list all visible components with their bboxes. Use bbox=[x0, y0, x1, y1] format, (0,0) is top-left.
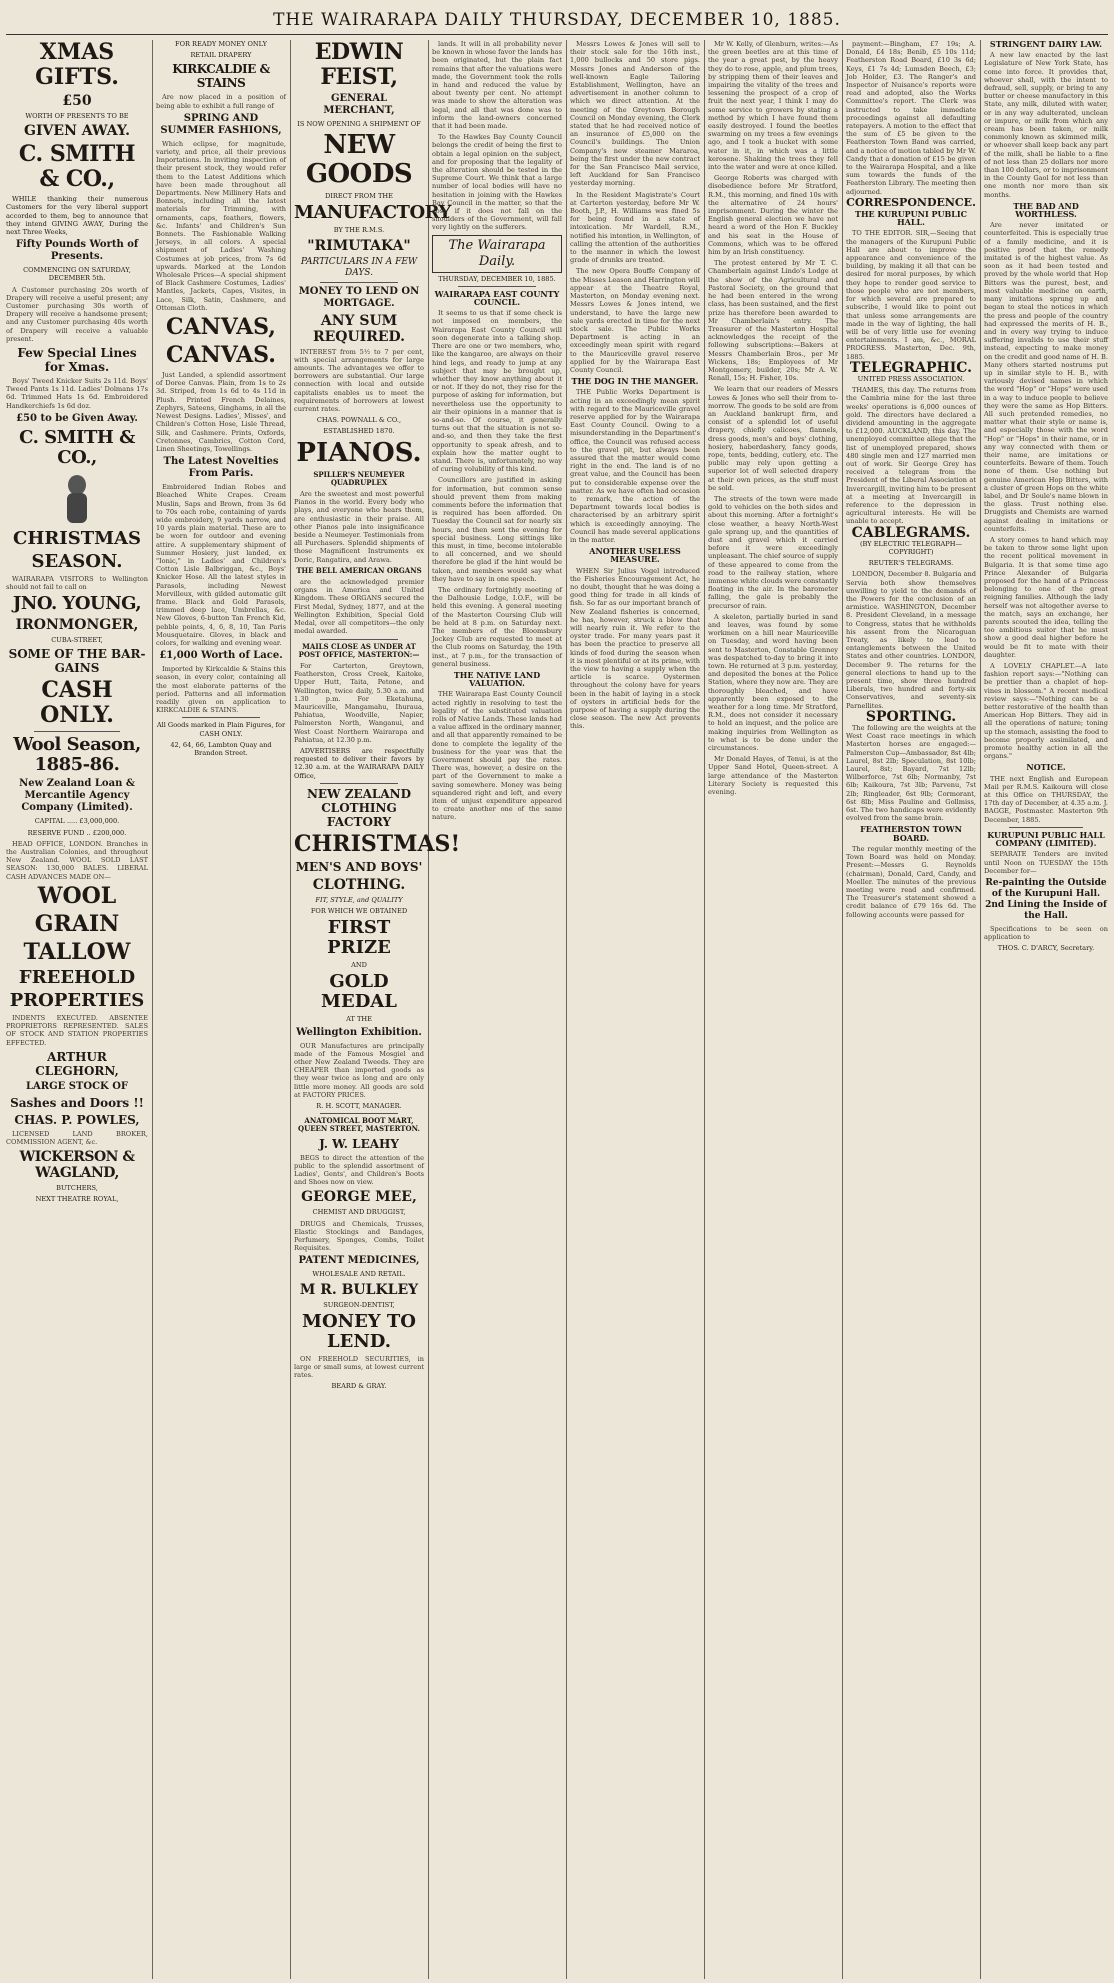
wellington-exhibition: Wellington Exhibition. bbox=[296, 1026, 422, 1038]
few-special-lines: Few Special Lines for Xmas. bbox=[17, 346, 137, 375]
firm-name-2: C. SMITH & CO., bbox=[19, 426, 135, 468]
spring-fashions: SPRING AND SUMMER FASHIONS, bbox=[160, 112, 282, 136]
leahy: J. W. LEAHY bbox=[319, 1136, 399, 1151]
wool: WOOL bbox=[37, 882, 117, 909]
nz-clothing-factory: NEW ZEALAND CLOTHING FACTORY bbox=[306, 786, 412, 829]
given-away: GIVEN AWAY. bbox=[24, 123, 130, 140]
reuters: REUTER'S TELEGRAMS. bbox=[868, 559, 954, 568]
christmas-clothing: CHRISTMAS! bbox=[294, 830, 461, 857]
ironmonger: IRONMONGER, bbox=[15, 617, 139, 634]
general-merchant: GENERAL MERCHANT, bbox=[323, 93, 395, 116]
edwin-feist: EDWIN FEIST, bbox=[314, 39, 404, 90]
ready-money: FOR READY MONEY ONLY bbox=[175, 40, 267, 48]
fit-style: FIT, STYLE, and QUALITY bbox=[315, 895, 403, 904]
column-rule bbox=[842, 40, 843, 1979]
money-to-lend-2: MONEY TO LEND. bbox=[302, 1310, 416, 1352]
latest-novelties: The Latest Novelties From Paris. bbox=[163, 456, 279, 480]
commencing: COMMENCING ON SATURDAY, DECEMBER 5th. bbox=[23, 266, 131, 283]
sashes-doors: Sashes and Doors !! bbox=[10, 1095, 144, 1110]
at-the: AT THE bbox=[346, 1015, 372, 1024]
retail-drapery: RETAIL DRAPERY bbox=[190, 51, 252, 60]
stringent-dairy-heading: STRINGENT DAIRY LAW. bbox=[989, 39, 1103, 49]
gold-medal: GOLD MEDAL bbox=[321, 971, 397, 1013]
mens-boys: MEN'S AND BOYS' bbox=[295, 859, 423, 874]
and: AND bbox=[351, 961, 367, 970]
next-theatre: NEXT THEATRE ROYAL, bbox=[35, 1195, 119, 1204]
native-land-heading: THE NATIVE LAND VALUATION. bbox=[453, 670, 541, 689]
manager: R. H. SCOTT, MANAGER. bbox=[316, 1101, 402, 1110]
anatomical: ANATOMICAL BOOT MART, QUEEN STREET, MASTERTON. bbox=[298, 1116, 420, 1134]
column-6: Mr W. Kelly, of Glenburn, writes:—As the green beetles are at this time of the year a great pest, by the heavy they do to rose, apple, and plum trees, by stripping them of their leaves and impairing the vitality of the trees and lessening the prospect of a crop of fruit the next year, I think I may do some service to growers by stating a method by which I have found them easily destroyed. I found the beetles swarming on my trees a few evenings ago, and I took a bucket with some water in it, in which was a little kerosene. Shaking the trees they fell into the water and were at once killed. George Roberts was charged with disobedience before Mr Stratford, R.M., this morning, and fined 10s with the alternative of 24 hours' imprisonment. During the winter the English general election we have not heard a word of the Hon F. Buckley and his seat in the House of Commons, which was to be offered him by an Irish constituency. The protest entered by Mr T. C. Chamberlain against Lindo's Lodge at the show of the Agricultural and Pastoral Society, on the ground that he had been entered in the wrong class, has been sustained, and the first prize has therefore been awarded to Mr Chamberlain's entry. The Treasurer of the Masterton Hospital acknowledges the receipt of the following subscriptions:—Bakers at Messrs Chamberlain Bros., per Mr Wickens, 18s; Employees of Mr Montgomery, builder, 20s; Mr A. W. Renall, 15s; H. Fisher, 10s. We learn that our readers of Messrs Lowes & Jones who sell their from to-morrow. The goods to be sold are from an Auckland bankrupt firm, and consist of a splendid lot of useful drapery, chiefly calicoes, flannels, dress goods, men's and boys' clothing, hosiery, haberdashery, fancy goods, rope, tents, bedding, cutlery, etc. The public may rely upon getting a superior lot of well selected drapery at their own prices, as the stuff must be sold. The streets of the town were made gold to vehicles on the both sides and about this morning. After a fortnight's close weather, a heavy North-West gale sprang up, and the quantities of dust and gravel which it carried before it were exceedingly unpleasant. The chief source of supply of these appeared to come from the road to the railway station, where immense white clouds were constantly floating in the air. In the barometer falling, the gale is probably the precursor of rain. A skeleton, partially buried in sand and leaves, was found by some workmen on a hill near Mauriceville on Tuesday, and word having been sent to Masterton, Constable Grenney was despatched to-day to bring it into town. He returned at 3 p.m. yesterday, and deposited the bones at the Police Station, where they now are. They are thoroughly bleached, and have apparently been exposed to the weather for a long time. Mr Stratford, R.M., does not consider it necessary to hold an inquest, and the police are making inquiries from Wellington as to what is to be done under the circumstances. Mr Donald Hayes, of Tenui, is at the Upper Sand Hotel, Queen-street. A large attendance of the Masterton Literary Society is requested this evening. bbox=[708, 40, 838, 797]
christmas-heading: CHRISTMAS bbox=[13, 527, 141, 549]
season-heading: SEASON. bbox=[31, 550, 123, 572]
notice-heading: NOTICE. bbox=[1026, 762, 1066, 773]
united-press: UNITED PRESS ASSOCIATION. bbox=[857, 374, 965, 383]
lace: £1,000 Worth of Lace. bbox=[159, 650, 283, 662]
money-to-lend: MONEY TO LEND ON MORTGAGE. bbox=[298, 285, 420, 309]
pownall: CHAS. POWNALL & CO., bbox=[316, 416, 402, 425]
arthur-cleghorn: ARTHUR CLEGHORN, bbox=[35, 1049, 119, 1078]
cablegrams-heading: CABLEGRAMS. bbox=[851, 524, 971, 541]
wickerson: WICKERSON & WAGLAND, bbox=[19, 1149, 135, 1182]
column-5: Messrs Lowes & Jones will sell to their stock sale for the 16th inst., 1,000 bullocks and 50 store pigs. Messrs Jones and Anderson of the well-known Eagle Tailoring Establishment, Wellington, have an advertisement in another column to which we direct attention. At the meeting of the Greytown Borough Council on Monday evening, the Clerk stated that he had received notice of an insurance of £5,000 on the Council's buildings. The Union Company's new steamer Mararoa, being the first under the new contract for the San Francisco Mail service, left Auckland for San Francisco yesterday morning. In the Resident Magistrate's Court at Carterton yesterday, before Mr W. Booth, J.P., H. Williams was fined 5s for being found in a state of intoxication. Mr Wardell, R.M., notified his intention, in Wellington, of calling the attention of the authorities to the manner in which the lowest grade of drunks are treated. The new Opera Bouffe Company of the Misses Leason and Harrington will appear at the Theatre Royal, Masterton, on Monday evening next. Messrs Lowes & Jones intend, we understand, to have the large new sale yards erected in time for the next stock sale. The Public Works Department is acting in an exceedingly mean spirit with regard to the Mauriceville gravel reserve applied for by the Wairarapa East County Council. THE DOG IN THE MANGER. THE Public Works Department is acting in an exceedingly mean spirit with regard to the Mauriceville gravel reserve applied for by the Wairarapa East County Council. Owing to a misunderstanding in the Department's office, the Council was refused access to the gravel pit, but always been assured that the matter would come right in the end. The land is of no great value, and the Council has been put to considerable expense over the matter. As we have often had occasion to remark, the action of the Department towards local bodies is characterised by an arbitrary spirit which is exceedingly annoying. The Council has made several applications in the matter. ANOTHER USELESS MEASURE. WHEN Sir Julius Vogel introduced the Fisheries Encouragement Act, he no doubt, thought that he was doing a good thing for trade in all kinds of fish. So far as our important branch of New Zealand fisheries is concerned, he has, however, struck a blow that will nearly ruin it. We refer to the oyster trade. For many years past it has been the practice to preserve all kinds of food during the season when it is most plentiful or at its prime, with the view to having a supply when the article is scarce. Oystermen throughout the colony have for years been in the habit of laying in a stock of oysters in artificial beds for the purpose of having a supply during the close season. The new Act prevents this. bbox=[570, 40, 700, 731]
worth-line: WORTH OF PRESENTS TO BE bbox=[25, 112, 129, 120]
canvas-1: CANVAS, bbox=[166, 314, 276, 341]
george-mee: GEORGE MEE, bbox=[301, 1189, 417, 1206]
first-prize: FIRST PRIZE bbox=[327, 917, 391, 959]
telegraphic-heading: TELEGRAPHIC. bbox=[849, 359, 973, 376]
sporting-heading: SPORTING. bbox=[865, 708, 957, 725]
beard-gray: BEARD & GRAY. bbox=[331, 1382, 387, 1391]
canvas-2: CANVAS. bbox=[166, 342, 276, 369]
ad-text: WHILE thanking their numerous Customers for the very liberal support accorded to them, beg to announce that they intend GIVING AWAY, During the next Three Weeks, bbox=[6, 195, 148, 237]
bargains: SOME OF THE BAR-GAINS bbox=[8, 647, 146, 676]
column-rule bbox=[428, 40, 429, 1979]
correspondence-heading: CORRESPONDENCE. bbox=[846, 195, 976, 209]
manufactory: MANUFACTORY bbox=[294, 202, 451, 224]
useless-measure-heading: ANOTHER USELESS MEASURE. bbox=[589, 546, 681, 565]
grain: GRAIN bbox=[34, 910, 120, 937]
rimutaka: "RIMUTAKA" bbox=[307, 237, 411, 254]
cash-only: CASH ONLY. bbox=[40, 677, 114, 729]
plain-figures: All Goods marked in Plain Figures, for CASH ONLY. bbox=[156, 721, 286, 738]
issue-date: THURSDAY, DECEMBER 10, 1885. bbox=[438, 274, 556, 283]
column-rule bbox=[980, 40, 981, 1979]
freehold: FREEHOLD bbox=[18, 966, 136, 988]
tallow: TALLOW bbox=[23, 938, 131, 965]
pianos: PIANOS. bbox=[296, 437, 422, 468]
any-sum: ANY SUM REQUIRED. bbox=[312, 312, 406, 345]
capital: CAPITAL ..... £3,000,000. bbox=[34, 817, 120, 826]
column-7: payment:—Bingham, £7 19s; A. Donald, £4 18s; Benib, £5 10s 11d; Featherston Road Board, £10 3s 6d; Keys, £1 7s 4d; Lumsden Beech, £3; Job Holder, £3. The Ranger's and Inspector of Nuisance's reports were read and adopted, also the Works Committee's report. The Clerk was instructed to take immediate proceedings against all defaulting ratepayers. A motion to the effect that the sum of £5 be given to the Featherston Town Band was carried, and a notice of motion tabled by Mr W. Candy that a donation of £15 be given to the Wairarapa Hospital, and a like sum towards the funds of the Featherston Library. The meeting then adjourned. CORRESPONDENCE. THE KURUPUNI PUBLIC HALL. TO THE EDITOR. SIR,—Seeing that the managers of the Kurupuni Public Hall are about to improve the appearance and convenience of the building, by making it all that can be desired for moral purposes, by which they hope to render good service to those people who are not members, for which several are prepared to subscribe, I would like to point out that unless some arrangements are made in the way of lighting, the hall will be of very little use for evening entertainments. I am, &c., MORAL PROGRESS. Masterton, Dec. 9th, 1885. TELEGRAPHIC. UNITED PRESS ASSOCIATION. THAMES, this day. The returns from the Cambria mine for the last three weeks' operations is 6,000 ounces of gold. The directors have declared a dividend amounting in the aggregate to £12,000. AUCKLAND, this day. The unemployed committee allege that the list of unemployed prepared, shows 480 single men and 127 married men out of work. Sir George Grey has received a telegram from the President of the Liberal Association at Invercargill, inviting him to be present at a meeting at Invercargill in reference to the depression in agricultural interests. He will be unable to accept. CABLEGRAMS. (BY ELECTRIC TELEGRAPH—COPYRIGHT) REUTER'S TELEGRAMS. LONDON, December 8. Bulgaria and Servia both show themselves unwilling to yield to the demands of the Powers for the conclusion of an armistice. WASHINGTON, December 8. President Cleveland, in a message to Congress, states that he withholds his assent from the Nicaraguan Treaty, as likely to lead to entanglements between the United States and other countries. LONDON, December 9. The returns for the general elections to hand up to the present time, show three hundred Liberals, two hundred and forty-six Conservatives, and seventy-six Parnellites. SPORTING. The following are the weights at the West Coast race meetings in which Masterton horses are engaged:—Palmerston Cup—Ambassador, 8st 4lb; Laurel, 8st 2lb; Speculation, 8st 10lb; Laurel, 8st; Bayard, 7st 12lb; Wilberforce, 7st 6lb; Normanby, 7st 6lb; Kaikoura, 7st 3lb; Parvenu, 7st 2lb; Ringleader, 6st 9lb; Cormorant, 6st 8lb; Miss Pauline and Gollmiss, 6st. The two handicaps were evidently evolved from the same brain. FEATHERSTON TOWN BOARD. The regular monthly meeting of the Town Board was held on Monday. Present:—Messrs G. Reynolds (chairman), Donald, Card, Candy, and Moeller. The minutes of the previous meeting were read and confirmed. The Treasurer's statement showed a credit balance of £79 16s 6d. The following accounts were passed for bbox=[846, 40, 976, 919]
chemist: CHEMIST AND DRUGGIST, bbox=[312, 1208, 406, 1217]
kurupuni-company-heading: KURUPUNI PUBLIC HALL COMPANY (LIMITED). bbox=[987, 829, 1105, 849]
shipment: IS NOW OPENING A SHIPMENT OF bbox=[297, 120, 421, 128]
jno-young: JNO. YOUNG, bbox=[12, 593, 142, 615]
xmas-gifts-heading: XMAS GIFTS. bbox=[35, 39, 119, 90]
column-2: FOR READY MONEY ONLY RETAIL DRAPERY KIRKCALDIE & STAINS Are now placed in a position of being able to exhibit a full range of SPRING AND SUMMER FASHIONS, Which eclipse, for magnitude, variety, and price, all their previous Importations. In inviting inspection of their present stock, they would refer them to the Latest Additions which have been made throughout all Departments. New Millinery Hats and Bonnets, including all the latest materials for Trimming, with ornaments, caps, feathers, flowers, &c. Infants' and Children's Sun Bonnets. The Fashionable Walking Jerseys, in all colors. A special shipment of Ladies' Washing Costumes at job prices, from 7s 6d upwards. Marked at the London Wholesale Prices—A special shipment of Black Cashmere Costumes, Ladies' Mantles, Jackets, Capes, Visites, in Lace, Silk, Satin, Cashmere, and Ottoman Cloth. CANVAS, CANVAS. Just Landed, a splendid assortment of Doree Canvas. Plain, from 1s to 2s 3d. Striped, from 1s 6d to 4s 11d in Plush. Printed French Delaines, Zephyrs, Sateens, Ginghams, in all the Newest Designs. Ladies', Misses', and Children's Cotton Hose, Lisle Thread, Silk, and Cashmere. Prints, Oxfords, Cretonnes, Cambrics, Cotton Cord, Linen Sheetings, Towellings. The Latest Novelties From Paris. Embroidered Indian Robes and Bleached White Crapes. Cream Muslin, Saps and Brown, from 3s 6d to 70s each robe, containing of yards wide embroidery, 9 yards narrow, and 10 yards plain material. These are to be worn for outdoor and evening attire. A supplementary shipment of Summer Hosiery, just landed, ex "Ionic," in Ladies' and Children's Cotton Lisle Balbriggan, &c., Boys' Knicker Hose. All the latest styles in Parasols, including Newest Mervilleux, with gilded automatic gilt frame. Black and Gold Parasols, trimmed deep lace, Umbrellas, &c. New Gloves, 6-button Tan French Kid, pebble points, 4, 6, 8, 10, Tan Paris Mousquetaire. Gloves, in black and colors, for walking and evening wear. £1,000 Worth of Lace. Imported by Kirkcaldie & Stains this season, in every color, containing all the most elaborate patterns of the period. Patterns and all information readily given on application to KIRKCALDIE & STAINS. All Goods marked in Plain Figures, for CASH ONLY. 42, 64, 66, Lambton Quay and Brandon Street. bbox=[156, 40, 286, 757]
column-rule bbox=[566, 40, 567, 1979]
masthead: THE WAIRARAPA DAILY THURSDAY, DECEMBER 10, 1885. bbox=[273, 10, 841, 30]
column-rule bbox=[704, 40, 705, 1979]
column-rule bbox=[290, 40, 291, 1979]
column-rule bbox=[152, 40, 153, 1979]
christmas-illustration bbox=[57, 471, 97, 527]
direct-from: DIRECT FROM THE bbox=[325, 192, 393, 201]
repainting: Re-painting the Outside of the Kurupuni Hall. 2nd Lining the Inside of the Hall. bbox=[985, 877, 1107, 921]
large-stock: LARGE STOCK OF bbox=[25, 1080, 129, 1092]
council-heading: WAIRARAPA EAST COUNTY COUNCIL. bbox=[434, 288, 560, 308]
particulars: PARTICULARS IN A FEW DAYS. bbox=[300, 256, 418, 278]
mails-close: MAILS CLOSE AS UNDER AT POST OFFICE, MASTERTON:— bbox=[298, 641, 420, 659]
fifty-pounds: Fifty Pounds Worth of Presents. bbox=[15, 239, 139, 263]
amount: £50 bbox=[62, 93, 92, 109]
spiller: SPILLER'S NEUMEYER QUADRUPLEX bbox=[313, 469, 405, 487]
surgeon-dentist: SURGEON-DENTIST, bbox=[323, 1300, 395, 1309]
established: ESTABLISHED 1870. bbox=[323, 427, 395, 436]
advertisers-note: ADVERTISERS are respectfully requested to deliver their favors by 12.30 a.m. at the WAIRARAPA DAILY Office, bbox=[294, 746, 424, 780]
cable-copyright: (BY ELECTRIC TELEGRAPH—COPYRIGHT) bbox=[859, 539, 963, 556]
given-away-line: £50 to be Given Away. bbox=[16, 412, 138, 424]
bulkley: M R. BULKLEY bbox=[299, 1281, 419, 1298]
secretary: THOS. C. D'ARCY, Secretary. bbox=[997, 944, 1095, 953]
bell-organs: THE BELL AMERICAN ORGANS bbox=[296, 565, 422, 575]
cuba-street: CUBA-STREET, bbox=[51, 636, 103, 645]
butchers: BUTCHERS, bbox=[56, 1184, 98, 1193]
dog-manger-heading: THE DOG IN THE MANGER. bbox=[571, 376, 699, 387]
clothing: CLOTHING. bbox=[312, 876, 406, 893]
nz-loan: New Zealand Loan & Mercantile Agency Company (Limited). bbox=[19, 778, 135, 814]
by-rms: BY THE R.M.S. bbox=[333, 226, 385, 235]
nameplate-title: The Wairarapa Daily. bbox=[448, 237, 546, 269]
column-4: lands. It will in all probability never be known in whose favor the lands has been originated, but the plain fact remains that after the valuations were made, the Government took the rolls in hand and reduced the value by about twenty per cent. No attempt was made to show the alteration was legal, and all that was done was to inform the land-owners concerned that it had been made. To the Hawkes Bay County Council belongs the credit of being the first to obtain a legal opinion on the subject, and for proposing that the legality of the alteration should be tested in the Supreme Court. We think that a large number of local bodies will have no hesitation in joining with the Hawkes Bay Council in the matter, so that the cost, if it does not fall on the shoulders of the Government, will fall very lightly on the sufferers. The Wairarapa Daily. THURSDAY, DECEMBER 10, 1885. WAIRARAPA EAST COUNTY COUNCIL. It seems to us that if some check is not imposed on members, the Wairarapa East County Council will soon degenerate into a talking shop. There are one or two members, who, like the kangaroo, are always on their hind legs, and ready to jump at any subject that may be brought up, whether they know anything about it or not. If they do not, they rise for the purpose of asking for information, but nevertheless use the opportunity to air their opinions in a manner that is so-and-so. Of course, it generally turns out that the situation is not so-and-so, and then they take the first opportunity to speak afresh, and to explain how the matter ought to stand. There is, unfortunately, no way of curing volubility of this kind. Councillors are justified in asking for information, but common sense should prevent them from making comments before the information that is required has been afforded. On Tuesday the Council sat for nearly six hours, and then sent the evening for special business. Long sittings like this must, in time, become intolerable to all concerned, and we should therefore be glad if the hint would be taken, and members would say what they have to say in one speech. The ordinary fortnightly meeting of the Dalhousie Lodge, I.O.F., will be held this evening. A general meeting of the Masterton Coursing Club will be held at 8 p.m. on Saturday next. The members of the Bloomsbury Jockey Club are requested to meet at the Club rooms on Saturday, the 19th inst., at 7 p.m., for the transaction of general business. THE NATIVE LAND VALUATION. THE Wairarapa East County Council acted rightly in resolving to test the legality of the substituted valuation rolls of Native Lands. These lands had a value affixed in the ordinary manner, and all that apparently remained to be done to complete the legality of the business for the year was that the Government should pay the rates. There was, however, a desire on the part of the Government to make a saving somewhere. Money was being squandered right and left, and every item of unjust expenditure appeared to create another one of the same nature. bbox=[432, 40, 562, 822]
patent-medicines: PATENT MEDICINES, bbox=[298, 1255, 420, 1267]
obtained: FOR WHICH WE OBTAINED bbox=[310, 906, 408, 915]
bad-worthless-heading: THE BAD AND WORTHLESS. bbox=[1013, 200, 1079, 220]
kirkcaldie: KIRKCALDIE & STAINS bbox=[172, 62, 270, 91]
wholesale: WHOLESALE AND RETAIL. bbox=[312, 1270, 406, 1279]
new-goods: NEW GOODS bbox=[305, 130, 413, 190]
shop-address: 42, 64, 66, Lambton Quay and Brandon Street. bbox=[170, 740, 272, 757]
column-8: STRINGENT DAIRY LAW. A new law enacted by the last Legislature of New York State, has come into force. It provides that, whoever shall, with the intent to defraud, sell, supply, or bring to any butter or cheese manufactory in this State, any milk, diluted with water, or in any way adulterated, unclean or impure, or milk from which any cream has been taken, or milk commonly known as skimmed milk, or whoever shall keep back any part of the milk, shall be liable to a fine of not less than 25 dollars nor more than 100 dollars, or to imprisonment in the County Gaol for not less than one month nor more than six months. THE BAD AND WORTHLESS. Are never imitated or counterfeited. This is especially true of a family medicine, and it is positive proof that the remedy imitated is of the highest value. As soon as it had been tested and proved by the whole world that Hop Bitters was the purest, best, and most valuable medicine on earth, many imitations sprung up and began to steal the notices in which the press and people of the country had expressed the merits of H. B., and in every way trying to induce suffering invalids to use their stuff instead, expecting to make money on the credit and good name of H. B. Many others started nostrums put up in similar style to H. B., with variously devised names in which the word "Hop" or "Hops" were used in a way to induce people to believe they were the same as Hop Bitters. All such pretended remedies, no matter what their style or name is, and especially those with the word "Hop" or "Hops" in their name, or in any way connected with them or their name, are imitations or counterfeits. Beware of them. Touch none of them. Use nothing but genuine American Hop Bitters, with a cluster of green Hops on the white label, and Dr Soule's name blown in the glass. Trust nothing else. Druggists and Chemists are warned against dealing in imitations or counterfeits. A story comes to hand which may be taken to throw some light upon the recent political movement in Bulgaria. It is that some time ago Prince Alexander of Bulgaria proposed for the hand of a Princess belonging to one of the great reigning families. Although the lady herself was not altogether averse to the match, says an exchange, her parents scouted the idea, telling the too ambitious suitor that he must show a good deal higher before he would be fit to mate with their daughter. A LOVELY CHAPLET.—A late fashion report says:—"Nothing can be prettier than a chaplet of hop-vines in blossom." A recent medical review says:—"Nothing can be a better restorative of the health than American Hop Bitters. They aid in all the operations of nature; toning up the stomach, assisting the food to become properly assimilated, and promote healthy action in all the organs." NOTICE. THE next English and European Mail per R.M.S. Kaikoura will close at this Office on THURSDAY, the 17th day of December, at 4.35 a.m. J. BAGGE, Postmaster. Masterton 9th December, 1885. KURUPUNI PUBLIC HALL COMPANY (LIMITED). SEPARATE Tenders are invited until Noon on TUESDAY the 15th December for— Re-painting the Outside of the Kurupuni Hall. 2nd Lining the Inside of the Hall. Specifications to be seen on application to THOS. C. D'ARCY, Secretary. bbox=[984, 39, 1108, 953]
wool-season: Wool Season, 1885-86. bbox=[13, 734, 141, 776]
chas-powles: CHAS. P. POWLES, bbox=[14, 1112, 140, 1127]
column-1: XMAS GIFTS. £50 WORTH OF PRESENTS TO BE GIVEN AWAY. C. SMITH & CO., WHILE thanking their numerous Customers for the very liberal support accorded to them, beg to announce that they intend GIVING AWAY, During the next Three Weeks, Fifty Pounds Worth of Presents. COMMENCING ON SATURDAY, DECEMBER 5th. A Customer purchasing 20s worth of Drapery will receive a useful present; any Customer purchasing 30s worth of Drapery will receive a handsome present; and any Customer purchasing 40s worth of Drapery will receive a valuable present. Few Special Lines for Xmas. Boys' Tweed Knicker Suits 2s 11d. Boys' Tweed Pants 1s 11d. Ladies' Dolmans 17s 6d. Trimmed Hats 1s 6d. Embroidered Handkerchiefs 1s 6d doz. £50 to be Given Away. C. SMITH & CO., CHRISTMAS SEASON. WAIRARAPA VISITORS to Wellington should not fail to call on JNO. YOUNG, IRONMONGER, CUBA-STREET, SOME OF THE BAR-GAINS CASH ONLY. Wool Season, 1885-86. New Zealand Loan & Mercantile Agency Company (Limited). CAPITAL ..... £3,000,000. RESERVE FUND .. £200,000. HEAD OFFICE, LONDON. Branches in the Australian Colonies, and throughout New Zealand. WOOL SOLD LAST SEASON: 130,000 BALES. LIBERAL CASH ADVANCES MADE ON— WOOL GRAIN TALLOW FREEHOLD PROPERTIES INDENTS EXECUTED. ABSENTEE PROPRIETORS REPRESENTED. SALES OF STOCK AND STATION PROPERTIES EFFECTED. ARTHUR CLEGHORN, LARGE STOCK OF Sashes and Doors !! CHAS. P. POWLES, LICENSED LAND BROKER, COMMISSION AGENT, &c. WICKERSON & WAGLAND, BUTCHERS, NEXT THEATRE ROYAL, bbox=[6, 39, 148, 1204]
masthead-rule bbox=[6, 34, 1108, 35]
firm-name: C. SMITH & CO., bbox=[18, 141, 136, 193]
reserve-fund: RESERVE FUND .. £200,000. bbox=[27, 828, 127, 837]
featherston-heading: FEATHERSTON TOWN BOARD. bbox=[860, 824, 962, 843]
column-3: EDWIN FEIST, GENERAL MERCHANT, IS NOW OPENING A SHIPMENT OF NEW GOODS DIRECT FROM THE MANUFACTORY BY THE R.M.S. "RIMUTAKA" PARTICULARS IN A FEW DAYS. MONEY TO LEND ON MORTGAGE. ANY SUM REQUIRED. INTEREST from 5½ to 7 per cent, with special arrangements for large amounts. The advantages we offer to borrowers are substantial. Our large connection with local and outside capitalists enables us to meet the requirements of borrowers at lowest current rates. CHAS. POWNALL & CO., ESTABLISHED 1870. PIANOS. SPILLER'S NEUMEYER QUADRUPLEX Are the sweetest and most powerful Pianos in the world. Every body who plays, and everyone who hears them, are enthusiastic in their praise. All other Pianos pale into insignificance beside a Neumeyer. Testimonials from all Purchasers. Splendid shipments of those Magnificent Instruments ex Doric, Rangatira, and Arawa. THE BELL AMERICAN ORGANS are the acknowledged premier organs in America and United Kingdom. These ORGANS secured the First Medal, Sydney, 1877, and at the Wellington Exhibition, Special Gold Medal, over all competitors—the only medal awarded. MAILS CLOSE AS UNDER AT POST OFFICE, MASTERTON:— For Carterton, Greytown, Featherston, Cross Creek, Kaitoke, Upper Hutt, Taita, Petone, and Wellington, twice daily, 5.30 a.m. and 1.30 p.m. For Eketahuna, Mauriceville, Mangamahu, Ihuraua, Pahiatua, Woodville, Napier, Palmerston North, Wanganui, and West Coast Northern Wairarapa and Pahiatua, at 12.30 p.m. ADVERTISERS are respectfully requested to deliver their favors by 12.30 a.m. at the WAIRARAPA DAILY Office, NEW ZEALAND CLOTHING FACTORY CHRISTMAS! MEN'S AND BOYS' CLOTHING. FIT, STYLE, and QUALITY FOR WHICH WE OBTAINED FIRST PRIZE AND GOLD MEDAL AT THE Wellington Exhibition. OUR Manufactures are principally made of the Famous Mosgiel and other New Zealand Tweeds. They are CHEAPER than imported goods as they wear twice as long and are only little more money. All goods are sold at FACTORY PRICES. R. H. SCOTT, MANAGER. ANATOMICAL BOOT MART, QUEEN STREET, MASTERTON. J. W. LEAHY BEGS to direct the attention of the public to the splendid assortment of Ladies', Gents', and Children's Boots and Shoes now on view. GEORGE MEE, CHEMIST AND DRUGGIST, DRUGS and Chemicals, Trusses, Elastic Stockings and Bandages, Perfumery, Sponges, Combs, Toilet Requisites. PATENT MEDICINES, WHOLESALE AND RETAIL. M R. BULKLEY SURGEON-DENTIST, MONEY TO LEND. ON FREEHOLD SECURITIES, in large or small sums, at lowest current rates. BEARD & GRAY. bbox=[294, 39, 461, 1391]
properties: PROPERTIES bbox=[9, 989, 145, 1011]
newspaper-nameplate bbox=[432, 235, 562, 273]
kurupuni-hall-heading: THE KURUPUNI PUBLIC HALL. bbox=[855, 209, 967, 228]
